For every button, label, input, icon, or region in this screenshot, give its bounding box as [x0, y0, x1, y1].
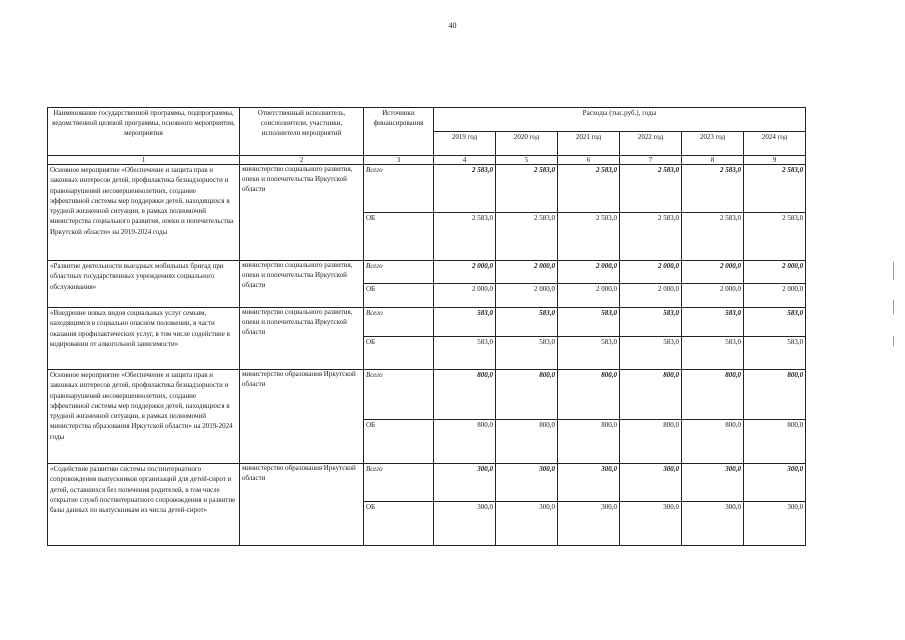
source-ob-label: ОБ	[364, 284, 434, 308]
source-total-label: Всего	[364, 261, 434, 284]
scan-edge-mark	[893, 336, 894, 346]
ob-value-cell: 800,0	[682, 420, 744, 464]
ob-value-cell: 2 583,0	[620, 213, 682, 261]
ob-value-cell: 2 000,0	[558, 284, 620, 308]
header-expenses: Расходы (тыс.руб.), годы	[434, 108, 806, 132]
column-number: 1	[48, 156, 240, 165]
total-value-cell: 2 000,0	[434, 261, 496, 284]
total-value-cell: 2 583,0	[496, 165, 558, 213]
responsible-executor: министерство социального развития, опеки и попечительства Иркутской области	[240, 165, 364, 261]
total-value-cell: 2 000,0	[558, 261, 620, 284]
ob-value-cell: 2 583,0	[744, 213, 806, 261]
ob-value-cell: 2 000,0	[620, 284, 682, 308]
header-year: 2024 год	[744, 132, 806, 156]
ob-value-cell: 2 583,0	[558, 213, 620, 261]
total-value-cell: 583,0	[496, 308, 558, 337]
table-body	[48, 165, 806, 546]
source-total-label: Всего	[364, 370, 434, 420]
total-value-cell: 300,0	[496, 464, 558, 502]
total-value-cell: 2 583,0	[558, 165, 620, 213]
ob-value-cell: 2 583,0	[496, 213, 558, 261]
column-number: 9	[744, 156, 806, 165]
total-value-cell: 2 000,0	[496, 261, 558, 284]
source-total-label: Всего	[364, 165, 434, 213]
total-value-cell: 800,0	[744, 370, 806, 420]
total-value-cell: 2 000,0	[682, 261, 744, 284]
ob-value-cell: 583,0	[744, 337, 806, 370]
responsible-executor: министерство образования Иркутской области	[240, 464, 364, 546]
total-value-cell: 583,0	[744, 308, 806, 337]
ob-value-cell: 300,0	[682, 502, 744, 546]
total-value-cell: 800,0	[682, 370, 744, 420]
total-value-cell: 300,0	[744, 464, 806, 502]
ob-value-cell: 583,0	[558, 337, 620, 370]
ob-value-cell: 300,0	[496, 502, 558, 546]
ob-value-cell: 2 000,0	[744, 284, 806, 308]
budget-table	[47, 107, 806, 546]
measure-name: «Внедрение новых видов социальных услуг семьям, находящимся в социально опасном положении, в части оказания профилактических услуг, в том числе содействие в кодировании от алкогольной зависимости»	[48, 308, 240, 370]
total-value-cell: 2 000,0	[620, 261, 682, 284]
ob-value-cell: 800,0	[744, 420, 806, 464]
measure-name: «Развитие деятельности выездных мобильных бригад при областных государственных учреждениях социального обслуживания»	[48, 261, 240, 308]
header-year: 2021 год	[558, 132, 620, 156]
measure-name: Основное мероприятие «Обеспечение и защита прав и законных интересов детей, профилактика безнадзорности и правонарушений несовершеннолетних, создание эффективной системы мер поддержки детей, находящихся в трудной жизненной ситуации, в рамках полномочий министерства образования Иркутской области» на 2019-2024 годы	[48, 370, 240, 464]
total-value-cell: 300,0	[434, 464, 496, 502]
table-row	[48, 370, 806, 420]
total-value-cell: 800,0	[620, 370, 682, 420]
total-value-cell: 800,0	[434, 370, 496, 420]
page-number: 40	[448, 21, 457, 30]
ob-value-cell: 800,0	[620, 420, 682, 464]
ob-value-cell: 583,0	[620, 337, 682, 370]
ob-value-cell: 583,0	[682, 337, 744, 370]
total-value-cell: 583,0	[682, 308, 744, 337]
total-value-cell: 800,0	[496, 370, 558, 420]
column-number: 2	[240, 156, 364, 165]
source-ob-label: ОБ	[364, 337, 434, 370]
ob-value-cell: 300,0	[620, 502, 682, 546]
ob-value-cell: 300,0	[434, 502, 496, 546]
responsible-executor: министерство социального развития, опеки и попечительства Иркутской области	[240, 308, 364, 370]
total-value-cell: 2 583,0	[434, 165, 496, 213]
header-year: 2019 год	[434, 132, 496, 156]
scan-edge-mark	[893, 300, 894, 314]
ob-value-cell: 2 000,0	[434, 284, 496, 308]
ob-value-cell: 300,0	[558, 502, 620, 546]
ob-value-cell: 300,0	[744, 502, 806, 546]
header-source: Источники финансирования	[364, 108, 434, 156]
ob-value-cell: 583,0	[496, 337, 558, 370]
measure-name: «Содействие развитию системы постинтернатного сопровождения выпускников организаций для детей-сирот и детей, оставшихся без попечения родителей, в том числе открытие служб постинтернатного сопровождения и развитие базы данных по выпускникам из числа детей-сирот»	[48, 464, 240, 546]
ob-value-cell: 2 583,0	[682, 213, 744, 261]
responsible-executor: министерство социального развития, опеки и попечительства Иркутской области	[240, 261, 364, 308]
column-number: 6	[558, 156, 620, 165]
total-value-cell: 2 583,0	[744, 165, 806, 213]
ob-value-cell: 583,0	[434, 337, 496, 370]
table-row	[48, 165, 806, 213]
ob-value-cell: 800,0	[434, 420, 496, 464]
total-value-cell: 2 000,0	[744, 261, 806, 284]
table-row	[48, 464, 806, 502]
ob-value-cell: 800,0	[496, 420, 558, 464]
total-value-cell: 800,0	[558, 370, 620, 420]
ob-value-cell: 2 000,0	[496, 284, 558, 308]
header-responsible: Ответственный исполнитель, соисполнители, участники, исполнители мероприятий	[240, 108, 364, 156]
total-value-cell: 583,0	[620, 308, 682, 337]
source-total-label: Всего	[364, 308, 434, 337]
column-number: 4	[434, 156, 496, 165]
source-total-label: Всего	[364, 464, 434, 502]
column-numbers-row	[48, 156, 806, 165]
column-number: 3	[364, 156, 434, 165]
table-row	[48, 261, 806, 284]
total-value-cell: 300,0	[558, 464, 620, 502]
total-value-cell: 300,0	[682, 464, 744, 502]
ob-value-cell: 800,0	[558, 420, 620, 464]
ob-value-cell: 2 000,0	[682, 284, 744, 308]
total-value-cell: 300,0	[620, 464, 682, 502]
header-year: 2020 год	[496, 132, 558, 156]
header-year: 2022 год	[620, 132, 682, 156]
source-ob-label: ОБ	[364, 420, 434, 464]
source-ob-label: ОБ	[364, 502, 434, 546]
header-year: 2023 год	[682, 132, 744, 156]
measure-name: Основное мероприятие «Обеспечение и защита прав и законных интересов детей, профилактика безнадзорности и правонарушений несовершеннолетних, создание эффективной системы мер поддержки детей, находящихся в трудной жизненной ситуации, в рамках полномочий министерства социального развития, опеки и попечительства Иркутской области» на 2019-2024 годы	[48, 165, 240, 261]
ob-value-cell: 2 583,0	[434, 213, 496, 261]
source-ob-label: ОБ	[364, 213, 434, 261]
total-value-cell: 2 583,0	[682, 165, 744, 213]
total-value-cell: 2 583,0	[620, 165, 682, 213]
column-number: 7	[620, 156, 682, 165]
responsible-executor: министерство образования Иркутской области	[240, 370, 364, 464]
table-row	[48, 308, 806, 337]
column-number: 8	[682, 156, 744, 165]
column-number: 5	[496, 156, 558, 165]
total-value-cell: 583,0	[434, 308, 496, 337]
total-value-cell: 583,0	[558, 308, 620, 337]
scan-edge-mark	[893, 262, 894, 280]
header-name: Наименование государственной программы, подпрограммы, ведомственной целевой программы, основного мероприятия, мероприятия	[48, 108, 240, 156]
